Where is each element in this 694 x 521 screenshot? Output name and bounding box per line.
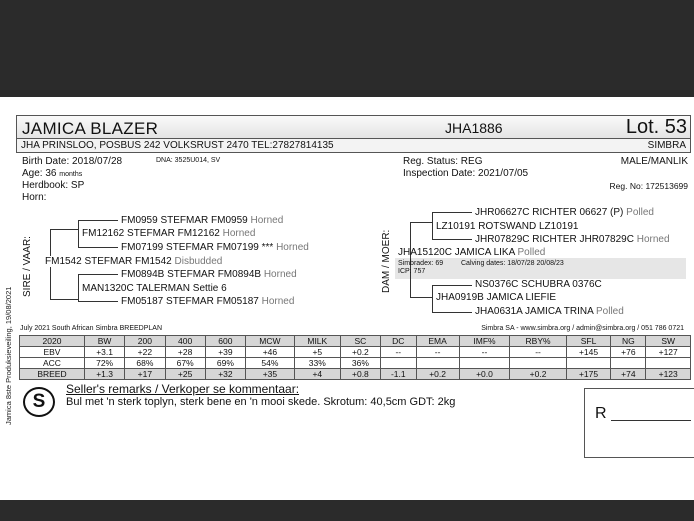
animal-id: JHA1886 bbox=[445, 120, 503, 136]
connector-line bbox=[432, 212, 472, 213]
dam-granddam: JHA0919B JAMICA LIEFIE bbox=[436, 292, 557, 303]
connector-line bbox=[432, 239, 472, 240]
table-cell: -1.1 bbox=[381, 369, 417, 380]
sire-ggd: FM07199 STEFMAR FM07199 *** Horned bbox=[121, 242, 309, 253]
price-writing-line bbox=[611, 420, 691, 421]
table-cell bbox=[566, 358, 611, 369]
sire-gds: FM0894B STEFMAR FM0894B Horned bbox=[121, 269, 297, 280]
table-cell: 600 bbox=[205, 336, 245, 347]
bottom-dark-band bbox=[0, 500, 694, 521]
sire-name: FM1542 STEFMAR FM1542 Disbudded bbox=[45, 256, 223, 267]
sire-ggs: FM0959 STEFMAR FM0959 Horned bbox=[121, 215, 284, 226]
table-cell: -- bbox=[459, 347, 510, 358]
table-row-acc bbox=[20, 358, 691, 369]
table-cell: RBY% bbox=[510, 336, 566, 347]
lot-catalog-page bbox=[0, 97, 694, 500]
table-cell: +123 bbox=[646, 369, 691, 380]
table-cell: +1.3 bbox=[84, 369, 124, 380]
table-cell: 54% bbox=[246, 358, 295, 369]
sire-grandsire: FM12162 STEFMAR FM12162 Horned bbox=[82, 228, 256, 239]
connector-line bbox=[432, 312, 472, 313]
breedplan-table bbox=[19, 335, 691, 380]
lot-number: Lot. 53 bbox=[625, 116, 687, 138]
remarks-text: Bul met 'n sterk toplyn, sterk bene en 'n mooi skede. Skrotum: 40,5cm GDT: 2kg bbox=[66, 396, 456, 408]
table-cell: +0.2 bbox=[340, 347, 380, 358]
connector-line bbox=[432, 285, 433, 313]
table-cell: +46 bbox=[246, 347, 295, 358]
table-cell: +32 bbox=[205, 369, 245, 380]
table-cell: +3.1 bbox=[84, 347, 124, 358]
connector-line bbox=[50, 229, 78, 230]
dam-label: DAM / MOER: bbox=[381, 229, 392, 293]
table-cell: +0.0 bbox=[459, 369, 510, 380]
connector-line bbox=[78, 274, 79, 302]
table-cell: SW bbox=[646, 336, 691, 347]
price-box bbox=[584, 388, 694, 458]
table-cell: ACC bbox=[20, 358, 85, 369]
table-cell: +4 bbox=[294, 369, 340, 380]
table-cell: +17 bbox=[125, 369, 165, 380]
table-row-breed bbox=[20, 369, 691, 380]
table-cell: 36% bbox=[340, 358, 380, 369]
top-dark-band bbox=[0, 0, 694, 97]
table-cell bbox=[381, 358, 417, 369]
table-cell: +145 bbox=[566, 347, 611, 358]
table-cell: +127 bbox=[646, 347, 691, 358]
table-cell: +39 bbox=[205, 347, 245, 358]
price-box-label: R bbox=[595, 405, 607, 422]
table-cell: +28 bbox=[165, 347, 205, 358]
connector-line bbox=[432, 285, 472, 286]
dam-name: JHA15120C JAMICA LIKA Polled bbox=[398, 247, 546, 258]
table-cell: -- bbox=[416, 347, 459, 358]
table-cell: 72% bbox=[84, 358, 124, 369]
connector-line bbox=[410, 222, 432, 223]
table-cell bbox=[510, 358, 566, 369]
table-cell: 2020 bbox=[20, 336, 85, 347]
connector-line bbox=[410, 297, 432, 298]
table-cell: +0.8 bbox=[340, 369, 380, 380]
table-cell: +25 bbox=[165, 369, 205, 380]
table-row-ebv bbox=[20, 347, 691, 358]
table-cell: MILK bbox=[294, 336, 340, 347]
inspection-date: Inspection Date: 2021/07/05 bbox=[403, 168, 529, 179]
table-header-row bbox=[20, 336, 691, 347]
table-cell: NG bbox=[611, 336, 646, 347]
dam-gds: NS0376C SCHUBRA 0376C bbox=[475, 279, 602, 290]
table-cell bbox=[646, 358, 691, 369]
connector-line bbox=[50, 299, 78, 300]
side-note: Jamica 8ste Produksieveiling, 19/08/2021 bbox=[4, 286, 13, 425]
sire-gdd: FM05187 STEFMAR FM05187 Horned bbox=[121, 296, 295, 307]
table-cell: BW bbox=[84, 336, 124, 347]
sire-granddam: MAN1320C TALERMAN Settie 6 bbox=[82, 283, 227, 294]
table-cell: +0.2 bbox=[416, 369, 459, 380]
breedplan-contact: Simbra SA - www.simbra.org / admin@simbra.org / 051 786 0721 bbox=[481, 325, 684, 332]
table-cell bbox=[611, 358, 646, 369]
remarks-title: Seller's remarks / Verkoper se kommentaar: bbox=[66, 382, 300, 396]
breeder-bar bbox=[16, 139, 691, 153]
table-cell: EBV bbox=[20, 347, 85, 358]
table-cell: +22 bbox=[125, 347, 165, 358]
simbra-logo-icon: S bbox=[23, 387, 55, 417]
lot-header bbox=[16, 115, 691, 139]
table-cell: +175 bbox=[566, 369, 611, 380]
dam-simbradex: Simbradex: 69 bbox=[398, 260, 444, 267]
table-cell: BREED bbox=[20, 369, 85, 380]
connector-line bbox=[78, 301, 118, 302]
connector-line bbox=[432, 212, 433, 240]
horn-status: Horn: bbox=[22, 192, 47, 203]
table-cell: +0.2 bbox=[510, 369, 566, 380]
birth-date: Birth Date: 2018/07/28 bbox=[22, 156, 123, 167]
herdbook: Herdbook: SP bbox=[22, 180, 85, 191]
dam-grandsire: LZ10191 ROTSWAND LZ10191 bbox=[436, 221, 579, 232]
sire-label: SIRE / VAAR: bbox=[22, 236, 33, 297]
reg-status: Reg. Status: REG bbox=[403, 156, 483, 167]
dam-icp: ICP: 757 bbox=[398, 268, 426, 275]
connector-line bbox=[78, 247, 118, 248]
age: Age: 36 months bbox=[22, 168, 83, 179]
table-cell: SC bbox=[340, 336, 380, 347]
connector-line bbox=[78, 220, 118, 221]
table-cell: +74 bbox=[611, 369, 646, 380]
table-cell: -- bbox=[510, 347, 566, 358]
table-cell: +35 bbox=[246, 369, 295, 380]
table-cell: EMA bbox=[416, 336, 459, 347]
table-cell: +76 bbox=[611, 347, 646, 358]
table-cell: -- bbox=[381, 347, 417, 358]
breedplan-title: July 2021 South African Simbra BREEDPLAN bbox=[20, 325, 163, 332]
table-cell bbox=[459, 358, 510, 369]
dam-ggd: JHR07829C RICHTER JHR07829C Horned bbox=[475, 234, 670, 245]
table-cell: 33% bbox=[294, 358, 340, 369]
dam-ggs: JHR06627C RICHTER 06627 (P) Polled bbox=[475, 207, 654, 218]
reg-number: Reg. No: 172513699 bbox=[609, 181, 688, 191]
table-cell: SFL bbox=[566, 336, 611, 347]
breed-name: SIMBRA bbox=[647, 140, 686, 151]
connector-line bbox=[78, 274, 118, 275]
table-cell: DC bbox=[381, 336, 417, 347]
table-cell: 68% bbox=[125, 358, 165, 369]
table-cell: IMF% bbox=[459, 336, 510, 347]
table-cell: 69% bbox=[205, 358, 245, 369]
table-cell: 400 bbox=[165, 336, 205, 347]
sex: MALE/MANLIK bbox=[620, 156, 688, 167]
animal-name: JAMICA BLAZER bbox=[22, 119, 159, 138]
table-cell: MCW bbox=[246, 336, 295, 347]
dam-gdd: JHA0631A JAMICA TRINA Polled bbox=[475, 306, 624, 317]
connector-line bbox=[78, 220, 79, 248]
breeder-address: JHA PRINSLOO, POSBUS 242 VOLKSRUST 2470 TEL:27827814135 bbox=[21, 140, 334, 151]
dna-info: DNA: 3525U014, SV bbox=[156, 157, 221, 164]
table-cell bbox=[416, 358, 459, 369]
table-cell: +5 bbox=[294, 347, 340, 358]
table-cell: 67% bbox=[165, 358, 205, 369]
dam-calving-dates: Calving dates: 18/07/28 20/08/23 bbox=[461, 260, 564, 267]
table-cell: 200 bbox=[125, 336, 165, 347]
